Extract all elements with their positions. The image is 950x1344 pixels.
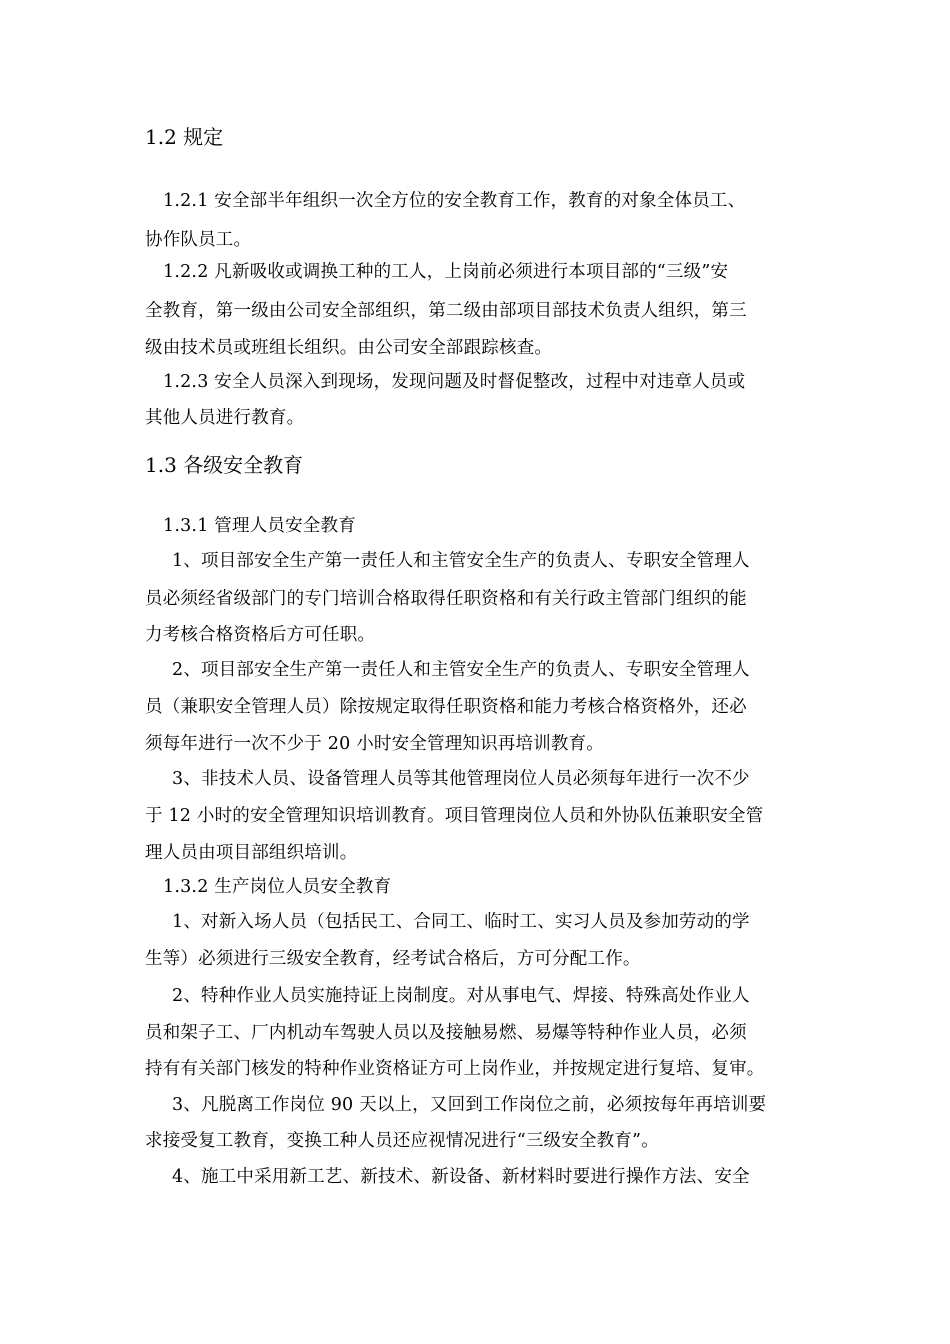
paragraph-line: 1.2.3 安全人员深入到现场，发现问题及时督促整改，过程中对违章人员或 (163, 372, 746, 392)
paragraph-line: 求接受复工教育，变换工种人员还应视情况进行“三级安全教育”。 (145, 1131, 659, 1151)
paragraph-line: 员和架子工、厂内机动车驾驶人员以及接触易燃、易爆等特种作业人员，必须 (145, 1023, 747, 1043)
paragraph-line: 1、对新入场人员（包括民工、合同工、临时工、实习人员及参加劳动的学 (172, 912, 750, 932)
section-heading-1-3: 1.3 各级安全教育 (145, 453, 304, 477)
paragraph-line: 2、特种作业人员实施持证上岗制度。对从事电气、焊接、特殊高处作业人 (172, 986, 750, 1006)
paragraph-line: 3、凡脱离工作岗位 90 天以上，又回到工作岗位之前，必须按每年再培训要 (172, 1095, 767, 1115)
paragraph-line: 1.2.1 安全部半年组织一次全方位的安全教育工作，教育的对象全体员工、 (163, 191, 746, 211)
paragraph-line: 2、项目部安全生产第一责任人和主管安全生产的负责人、专职安全管理人 (172, 660, 750, 680)
paragraph-line: 于 12 小时的安全管理知识培训教育。项目管理岗位人员和外协队伍兼职安全管 (145, 806, 764, 826)
paragraph-line: 员必须经省级部门的专门培训合格取得任职资格和有关行政主管部门组织的能 (145, 589, 747, 609)
section-heading-1-2: 1.2 规定 (145, 125, 224, 149)
paragraph-line: 其他人员进行教育。 (145, 408, 305, 428)
paragraph-line: 力考核合格资格后方可任职。 (145, 625, 376, 645)
paragraph-line: 全教育，第一级由公司安全部组织，第二级由部项目部技术负责人组织，第三 (145, 301, 747, 321)
paragraph-line: 协作队员工。 (145, 230, 252, 250)
paragraph-line: 级由技术员或班组长组织。由公司安全部跟踪核查。 (145, 338, 553, 358)
subsection-heading-1-3-1: 1.3.1 管理人员安全教育 (163, 516, 356, 536)
paragraph-line: 理人员由项目部组织培训。 (145, 843, 358, 863)
paragraph-line: 员（兼职安全管理人员）除按规定取得任职资格和能力考核合格资格外，还必 (145, 697, 747, 717)
paragraph-line: 1.2.2 凡新吸收或调换工种的工人，上岗前必须进行本项目部的“三级”安 (163, 262, 729, 282)
paragraph-line: 4、施工中采用新工艺、新技术、新设备、新材料时要进行操作方法、安全 (172, 1167, 750, 1187)
paragraph-line: 持有有关部门核发的特种作业资格证方可上岗作业，并按规定进行复培、复审。 (145, 1059, 765, 1079)
subsection-heading-1-3-2: 1.3.2 生产岗位人员安全教育 (163, 877, 392, 897)
paragraph-line: 3、非技术人员、设备管理人员等其他管理岗位人员必须每年进行一次不少 (172, 769, 750, 789)
paragraph-line: 1、项目部安全生产第一责任人和主管安全生产的负责人、专职安全管理人 (172, 551, 750, 571)
paragraph-line: 须每年进行一次不少于 20 小时安全管理知识再培训教育。 (145, 734, 604, 754)
paragraph-line: 生等）必须进行三级安全教育，经考试合格后，方可分配工作。 (145, 949, 641, 969)
